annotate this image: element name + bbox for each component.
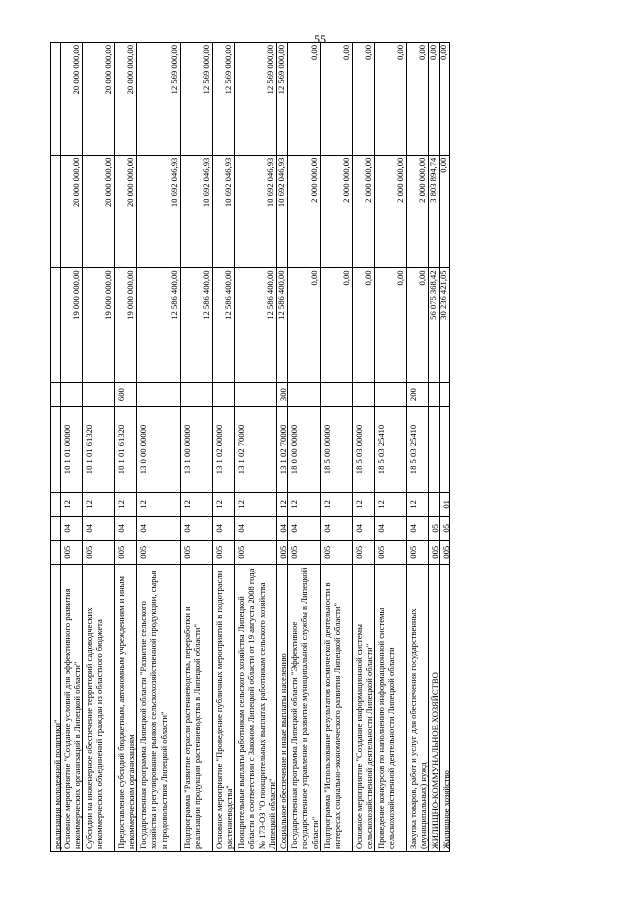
cell-value-2: 2 000 000,00	[407, 156, 428, 269]
cell-vr: 600	[115, 383, 136, 407]
cell-vr	[51, 383, 60, 407]
page-number: 55	[314, 32, 326, 46]
cell-pr: 12	[353, 493, 374, 517]
cell-name: ЖИЛИЩНО-КОММУНАЛЬНОЕ ХОЗЯЙСТВО	[430, 672, 440, 849]
table-row	[114, 42, 136, 852]
cell-csr: 13 1 02 70000	[277, 407, 287, 493]
cell-vr	[137, 383, 180, 407]
cell-rz: 04	[213, 517, 234, 541]
cell-value-1: 0,00	[353, 268, 374, 383]
cell-name: Поощрительные выплаты работникам сельского хозяйства Липецкой области в соответствии с Законом Липецкой области от 19 августа 2008 года № 173-ОЗ "О поощрительных выплатах работникам сельского хозяйства Липецкой области"	[236, 568, 278, 849]
table-row	[352, 42, 374, 852]
table-viewport	[50, 42, 590, 852]
cell-grbs: 005	[115, 541, 136, 565]
cell-pr	[51, 493, 60, 517]
cell-name: Основное мероприятие "Создание информационной системы сельскохозяйственной деятельности Липецкой области"	[354, 624, 375, 849]
cell-value-3: 0,00	[407, 43, 428, 156]
cell-grbs: 005	[407, 541, 428, 565]
cell-rz	[51, 517, 60, 541]
cell-csr	[440, 407, 449, 493]
cell-csr	[51, 407, 60, 493]
table-row	[136, 42, 180, 852]
table-row	[180, 42, 212, 852]
cell-vr: 300	[277, 383, 287, 407]
cell-csr: 13 1 00 00000	[181, 407, 212, 493]
cell-rz: 04	[235, 517, 276, 541]
cell-value-2: 10 692 046,93	[277, 156, 287, 269]
cell-pr: 12	[375, 493, 406, 517]
cell-vr	[375, 383, 406, 407]
cell-pr: 12	[181, 493, 212, 517]
cell-pr: 12	[213, 493, 234, 517]
cell-csr: 18 0 00 00000	[288, 407, 320, 493]
table-row	[320, 42, 352, 852]
table-row	[287, 42, 320, 852]
cell-value-3: 20 000 000,00	[115, 43, 136, 156]
cell-vr	[83, 383, 114, 407]
cell-csr	[429, 407, 439, 493]
cell-pr	[429, 493, 439, 517]
cell-grbs: 005	[375, 541, 406, 565]
cell-pr: 12	[137, 493, 180, 517]
cell-grbs	[51, 541, 60, 565]
cell-value-2: 2 000 000,00	[288, 156, 320, 269]
cell-vr	[181, 383, 212, 407]
cell-csr: 18 5 03 25410	[407, 407, 428, 493]
cell-value-1: 0,00	[321, 268, 352, 383]
cell-vr	[321, 383, 352, 407]
cell-pr: 12	[288, 493, 320, 517]
cell-rz: 04	[61, 517, 82, 541]
cell-pr: 12	[61, 493, 82, 517]
table-row	[212, 42, 234, 852]
cell-value-2: 2 000 000,00	[353, 156, 374, 269]
cell-rz: 04	[181, 517, 212, 541]
cell-value-2: 10 692 046,93	[213, 156, 234, 269]
cell-grbs: 005	[137, 541, 180, 565]
cell-value-3: 0,00	[375, 43, 406, 156]
cell-name: Государственная программа Липецкой области "Эффективное государственное управление и развитие муниципальной службы в Липецкой области"	[289, 567, 320, 849]
cell-value-1: 19 000 000,00	[61, 268, 82, 383]
cell-value-1	[51, 268, 60, 383]
cell-value-1: 12 586 400,00	[235, 268, 276, 383]
table-row-continuation	[50, 42, 60, 852]
cell-value-3: 20 000 000,00	[61, 43, 82, 156]
cell-value-2	[51, 156, 60, 269]
cell-grbs: 005	[277, 541, 287, 565]
cell-value-3: 0,00	[321, 43, 352, 156]
cell-value-3: 0,00	[288, 43, 320, 156]
cell-rz: 05	[429, 517, 439, 541]
cell-value-1: 30 236 421,05	[440, 268, 449, 383]
cell-rz: 04	[375, 517, 406, 541]
cell-grbs: 005	[83, 541, 114, 565]
cell-vr	[353, 383, 374, 407]
cell-grbs: 005	[213, 541, 234, 565]
cell-value-3: 12 569 000,00	[213, 43, 234, 156]
cell-csr: 13 0 00 00000	[137, 407, 180, 493]
cell-rz: 04	[277, 517, 287, 541]
cell-rz: 04	[115, 517, 136, 541]
cell-rz: 04	[407, 517, 428, 541]
cell-value-2: 10 692 046,93	[181, 156, 212, 269]
cell-csr: 13 1 02 70000	[235, 407, 276, 493]
cell-value-1: 12 586 400,00	[137, 268, 180, 383]
cell-value-3: 0,00	[440, 43, 449, 156]
cell-rz: 04	[83, 517, 114, 541]
cell-grbs: 005	[353, 541, 374, 565]
cell-csr: 13 1 02 00000	[213, 407, 234, 493]
cell-csr: 10 1 01 00000	[61, 407, 82, 493]
cell-pr: 12	[115, 493, 136, 517]
table-row	[439, 42, 450, 852]
cell-value-1: 0,00	[288, 268, 320, 383]
cell-grbs: 005	[440, 541, 449, 565]
cell-csr: 18 5 00 00000	[321, 407, 352, 493]
cell-name: Проведение конкурсов по наполнению информационной системы сельскохозяйственной деятельности Липецкой области	[376, 607, 397, 849]
cell-name: Социальное обеспечение и иные выплаты населению	[278, 653, 288, 849]
cell-csr: 10 1 01 61320	[115, 407, 136, 493]
cell-vr	[429, 383, 439, 407]
table-row	[276, 42, 287, 852]
cell-value-1: 0,00	[375, 268, 406, 383]
table-row	[234, 42, 276, 852]
cell-vr: 200	[407, 383, 428, 407]
cell-name: Закупка товаров, работ и услуг для обеспечения государственных (муниципальных) нужд	[408, 608, 429, 849]
cell-name: Подпрограмма "Развитие отрасли растениеводства, переработки и реализации продукции растениеводства в Липецкой области"	[182, 606, 203, 849]
cell-name: Основное мероприятие "Создание условий для эффективного развития некоммерческих организаций в Липецкой области"	[62, 588, 83, 849]
cell-value-3: 12 569 000,00	[235, 43, 276, 156]
cell-value-1: 56 075 368,42	[429, 268, 439, 383]
cell-rz: 04	[353, 517, 374, 541]
cell-value-2: 20 000 000,00	[61, 156, 82, 269]
cell-value-1: 19 000 000,00	[83, 268, 114, 383]
table-row	[60, 42, 82, 852]
cell-csr: 18 5 03 00000	[353, 407, 374, 493]
cell-name: Предоставление субсидий бюджетным, автономным учреждениям и иным некоммерческим организациям	[116, 576, 137, 849]
cell-name: Жилищное хозяйство	[441, 770, 451, 849]
cell-vr	[213, 383, 234, 407]
cell-pr: 12	[277, 493, 287, 517]
cell-csr: 18 5 03 25410	[375, 407, 406, 493]
budget-table	[50, 42, 590, 852]
cell-value-2: 20 000 000,00	[83, 156, 114, 269]
cell-vr	[61, 383, 82, 407]
table-row	[406, 42, 428, 852]
table-body	[60, 42, 450, 852]
cell-pr: 01	[440, 493, 449, 517]
cell-vr	[440, 383, 449, 407]
cell-value-2: 3 803 894,74	[429, 156, 439, 269]
cell-vr	[288, 383, 320, 407]
cell-value-1: 0,00	[407, 268, 428, 383]
cell-rz: 05	[440, 517, 449, 541]
cell-pr: 12	[235, 493, 276, 517]
cell-value-3: 0,00	[353, 43, 374, 156]
cell-value-1: 12 586 400,00	[277, 268, 287, 383]
cell-value-3	[51, 43, 60, 156]
cell-pr: 12	[407, 493, 428, 517]
cell-value-3: 12 569 000,00	[181, 43, 212, 156]
cell-value-2: 20 000 000,00	[115, 156, 136, 269]
cell-value-2: 10 692 046,93	[137, 156, 180, 269]
cell-value-3: 12 569 000,00	[277, 43, 287, 156]
cell-grbs: 005	[61, 541, 82, 565]
cell-rz: 04	[288, 517, 320, 541]
cell-csr: 10 1 01 61320	[83, 407, 114, 493]
cell-vr	[235, 383, 276, 407]
cell-name: Основное мероприятие "Проведение публичных мероприятий в подотрасли растениеводства"	[214, 570, 235, 849]
cell-name: Государственная программа Липецкой области "Развитие сельского хозяйства и регулирование рынков сельскохозяйственной продукции, сырья и продовольствия Липецкой области"	[138, 570, 169, 849]
cell-value-3: 0,00	[429, 43, 439, 156]
cell-value-2: 2 000 000,00	[321, 156, 352, 269]
cell-grbs: 005	[429, 541, 439, 565]
cell-grbs: 005	[288, 541, 320, 565]
cell-value-2: 0,00	[440, 156, 449, 269]
cell-value-3: 20 000 000,00	[83, 43, 114, 156]
cell-name: Подпрограмма "Использование результатов космической деятельности в интересах социально-экономического развития Липецкой области"	[322, 582, 343, 849]
cell-grbs: 005	[181, 541, 212, 565]
cell-grbs: 005	[235, 541, 276, 565]
cell-value-1: 19 000 000,00	[115, 268, 136, 383]
cell-value-2: 2 000 000,00	[375, 156, 406, 269]
cell-grbs: 005	[321, 541, 352, 565]
cell-value-1: 12 586 400,00	[213, 268, 234, 383]
continuation-text: реализация молодежной политики"	[52, 719, 62, 849]
cell-value-1: 12 586 400,00	[181, 268, 212, 383]
cell-value-3: 12 569 000,00	[137, 43, 180, 156]
cell-value-2: 10 692 046,93	[235, 156, 276, 269]
table-row	[82, 42, 114, 852]
table-row	[374, 42, 406, 852]
cell-pr: 12	[321, 493, 352, 517]
cell-pr: 12	[83, 493, 114, 517]
cell-rz: 04	[137, 517, 180, 541]
cell-name: Субсидии на инженерное обеспечение территорий садоводческих некоммерческих объединений граждан из областного бюджета	[84, 607, 105, 849]
cell-rz: 04	[321, 517, 352, 541]
